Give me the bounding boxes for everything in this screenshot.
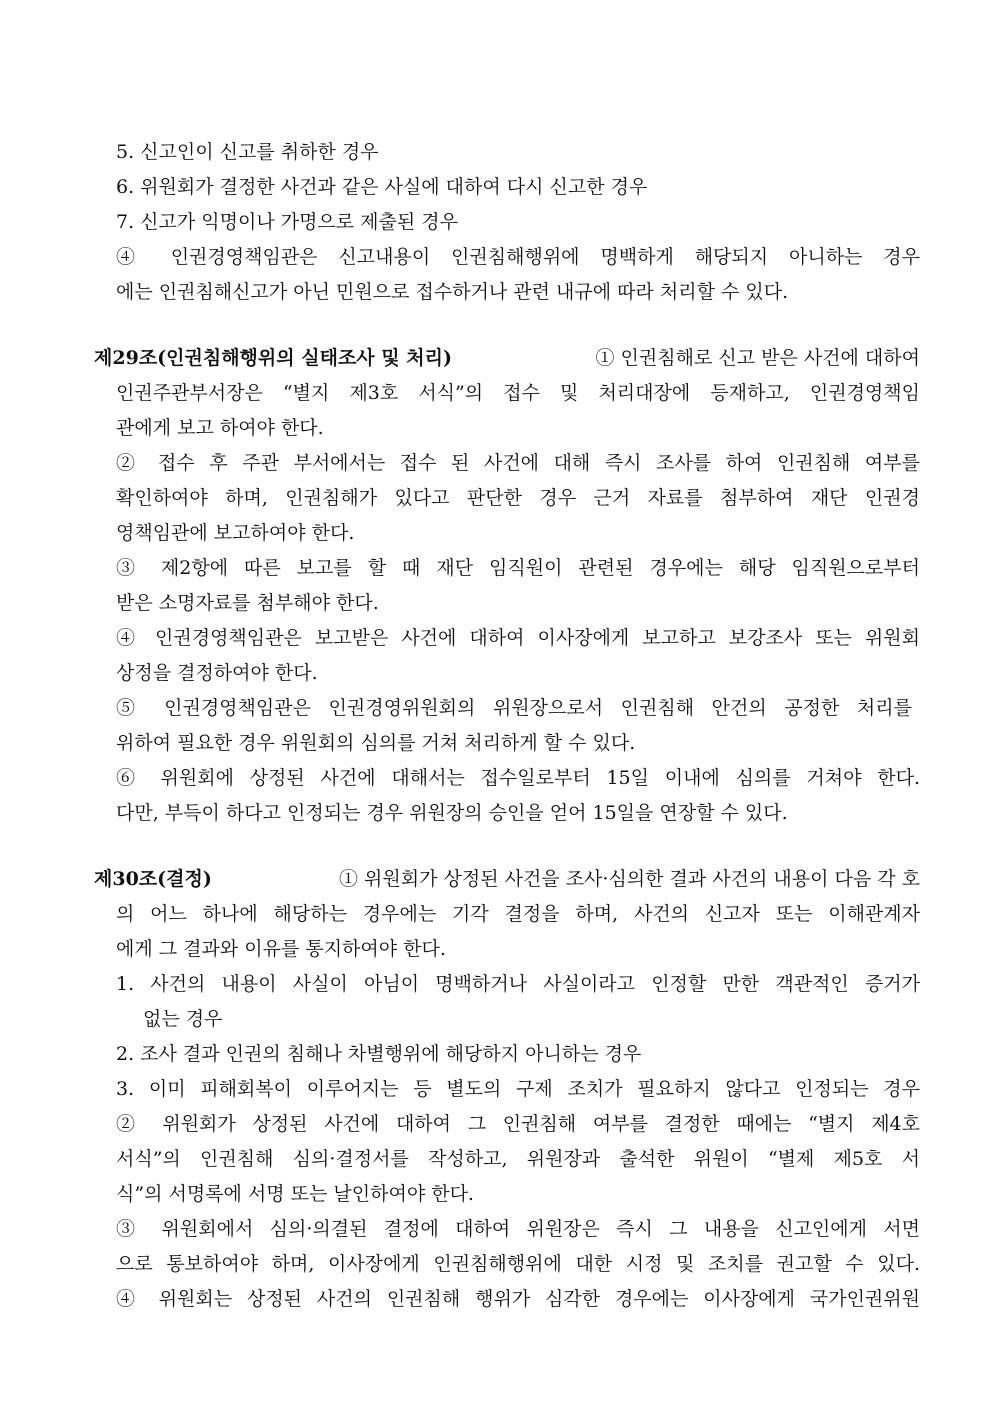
paragraph-line: 받은 소명자료를 첨부해야 한다. [116, 592, 379, 614]
paragraph-line: 에게 그 결과와 이유를 통지하여야 한다. [116, 938, 446, 960]
list-item: 5. 신고인이 신고를 취하한 경우 [116, 141, 379, 163]
paragraph-line: 의 어느 하나에 해당하는 경우에는 기각 결정을 하며, 사건의 신고자 또는 이해관계자 [116, 903, 920, 925]
paragraph-line: 다만, 부득이 하다고 인정되는 경우 위원장의 승인을 얻어 15일을 연장할 수 있다. [116, 802, 788, 824]
article-29-heading: 제29조(인권침해행위의 실태조사 및 처리) [94, 347, 452, 369]
paragraph-line: 인권주관부서장은 “별지 제3호 서식”의 접수 및 처리대장에 등재하고, 인권경영책임 [116, 382, 920, 404]
paragraph-line: ③ 위원회에서 심의·의결된 결정에 대하여 위원장은 즉시 그 내용을 신고인에게 서면 [116, 1218, 920, 1240]
paragraph-line: ③ 제2항에 따른 보고를 할 때 재단 임직원이 관련된 경우에는 해당 임직원으로부터 [116, 557, 920, 579]
paragraph-line: ④ 위원회는 상정된 사건의 인권침해 행위가 심각한 경우에는 이사장에게 국가인권위원 [116, 1288, 920, 1310]
paragraph-line: ② 접수 후 주관 부서에서는 접수 된 사건에 대해 즉시 조사를 하여 인권침해 여부를 [116, 452, 920, 474]
list-item-continuation: 없는 경우 [143, 1008, 223, 1030]
paragraph-line: 확인하여야 하며, 인권침해가 있다고 판단한 경우 근거 자료를 첨부하여 재단 인권경 [116, 487, 920, 509]
article-30-first-line [94, 864, 920, 894]
paragraph-line: ⑤ 인권경영책임관은 인권경영위원회의 위원장으로서 인권침해 안건의 공정한 처리를 [116, 697, 912, 719]
paragraph-line: ④ 인권경영책임관은 신고내용이 인권침해행위에 명백하게 해당되지 아니하는 경우 [116, 246, 920, 268]
paragraph-line: 위하여 필요한 경우 위원회의 심의를 거쳐 처리하게 할 수 있다. [116, 732, 636, 754]
paragraph-line: ① 인권침해로 신고 받은 사건에 대하여 [595, 347, 920, 369]
list-item: 1. 사건의 내용이 사실이 아님이 명백하거나 사실이라고 인정할 만한 객관적인 증거가 [116, 973, 920, 995]
paragraph-line: 서식”의 인권침해 심의·결정서를 작성하고, 위원장과 출석한 위원이 “별제 제5호 서 [116, 1148, 920, 1170]
paragraph-line: ② 위원회가 상정된 사건에 대하여 그 인권침해 여부를 결정한 때에는 “별지 제4호 [116, 1113, 920, 1135]
paragraph-line: 상정을 결정하여야 한다. [116, 662, 318, 684]
list-item: 7. 신고가 익명이나 가명으로 제출된 경우 [116, 211, 458, 233]
paragraph-line: ① 위원회가 상정된 사건을 조사·심의한 결과 사건의 내용이 다음 각 호 [339, 868, 920, 890]
paragraph-line: 으로 통보하여야 하며, 이사장에게 인권침해행위에 대한 시정 및 조치를 권고할 수 있다. [116, 1253, 920, 1275]
article-30-heading: 제30조(결정) [94, 868, 212, 890]
list-item: 6. 위원회가 결정한 사건과 같은 사실에 대하여 다시 신고한 경우 [116, 176, 648, 198]
list-item: 2. 조사 결과 인권의 침해나 차별행위에 해당하지 아니하는 경우 [116, 1043, 642, 1065]
paragraph-line: 에는 인권침해신고가 아닌 민원으로 접수하거나 관련 내규에 따라 처리할 수 있다. [116, 281, 789, 303]
list-item: 3. 이미 피해회복이 이루어지는 등 별도의 구제 조치가 필요하지 않다고 인정되는 경우 [116, 1078, 920, 1100]
paragraph-line: 영책임관에 보고하여야 한다. [116, 522, 355, 544]
article-29-first-line [94, 343, 920, 373]
paragraph-line: ④ 인권경영책임관은 보고받은 사건에 대하여 이사장에게 보고하고 보강조사 또는 위원회 [116, 627, 920, 649]
paragraph-line: ⑥ 위원회에 상정된 사건에 대해서는 접수일로부터 15일 이내에 심의를 거쳐야 한다. [116, 767, 920, 789]
paragraph-line: 식”의 서명록에 서명 또는 날인하여야 한다. [116, 1183, 474, 1205]
paragraph-line: 관에게 보고 하여야 한다. [116, 417, 324, 439]
